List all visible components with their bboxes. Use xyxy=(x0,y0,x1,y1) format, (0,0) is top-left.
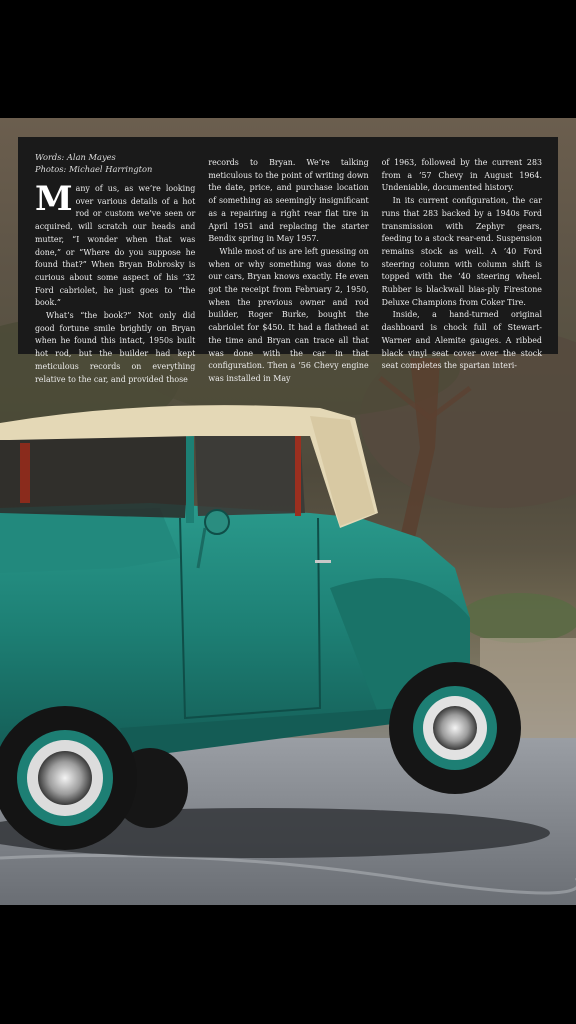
lead-paragraph xyxy=(35,179,196,310)
paragraph: In its current configuration, the car runs that 283 backed by a 1940s Ford transmission with Zephyr gears, feeding to a stock rear-end. Suspension remains stock as well. A ’40 Ford steering column with column shift is topped with the ’40 steering wheel. Rubber is blackwall bias-ply Firestone Deluxe Champions from Coker Tire. xyxy=(381,196,542,307)
paragraph: While most of us are left guessing on when or why something was done to our cars, Bryan knows exactly. He even got the receipt from February 2, 1950, when the previous owner and rod builder, Roger Burke, bought the cabriolet for $450. It had a flathead at the time and Bryan can trace all that was done with the car in that configuration. Then a ’56 Chevy engine was installed in May xyxy=(208,246,369,383)
lead-text: any of us, as we’re looking over various details of a hot rod or custom we’ve seen or acquired, will scratch our heads and mutter, “I wonder when that was done,” or “Where do you suppose he found that?” When Bryan Bobrosky is curious about some aspect of his ’32 Ford cabriolet, he just goes to “the book.” xyxy=(35,184,196,308)
drop-cap: M xyxy=(35,179,73,219)
column-2 xyxy=(208,157,368,386)
paragraph: of 1963, followed by the current 283 from a ’57 Chevy in August 1964. Undeniable, documented history. xyxy=(381,158,542,193)
article-text-panel xyxy=(18,137,558,384)
byline-words: Words: Alan Mayes xyxy=(35,152,116,162)
paragraph: records to Bryan. We’re talking meticulous to the point of writing down the date, price, and purchase location of something as seemingly insignificant as a repairing a right rear flat tire in April 1951 and replacing the starter Bendix spring in May 1957. xyxy=(208,158,369,244)
byline-photos: Photos: Michael Harrington xyxy=(35,164,153,174)
paragraph: What’s “the book?” Not only did good fortune smile brightly on Bryan when he found this intact, 1950s built hot rod, but the builder had kept meticulous records on everything relative to the car, and provided those xyxy=(35,311,196,384)
bottom-letterbox xyxy=(0,905,576,1024)
column-3 xyxy=(382,157,542,386)
paragraph: Inside, a hand-turned original dashboard is chock full of Stewart-Warner and Alemite gauges. A ribbed black vinyl seat cover over the stock seat completes the spartan interi- xyxy=(381,310,542,371)
top-letterbox xyxy=(0,0,576,118)
column-1 xyxy=(35,179,196,386)
article-columns xyxy=(35,157,542,386)
